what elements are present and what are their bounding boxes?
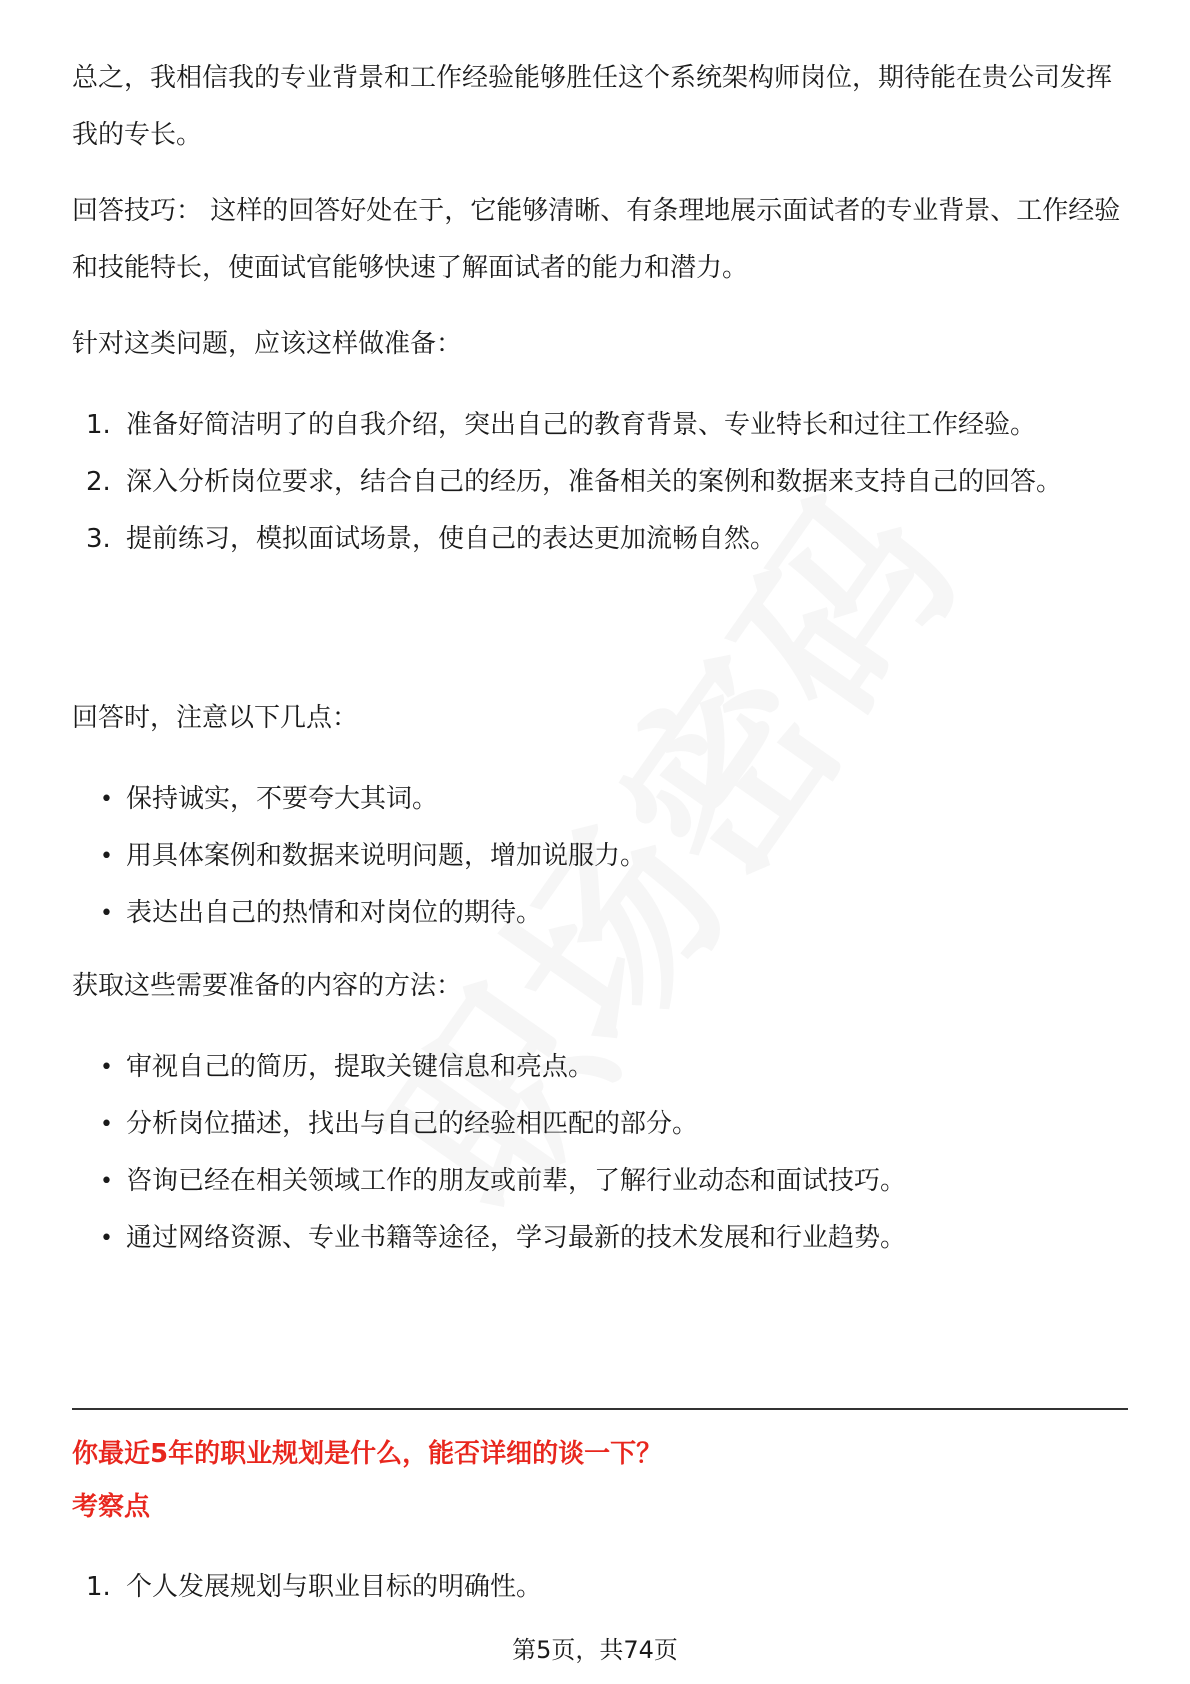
question-subheading: 考察点: [72, 1492, 151, 1522]
list-item-text: 分析岗位描述，找出与自己的经验相匹配的部分。: [126, 1109, 699, 1139]
list-item: [72, 1096, 1128, 1153]
list-item-text: 审视自己的简历，提取关键信息和亮点。: [126, 1052, 595, 1082]
methods-intro-paragraph: 获取这些需要准备的内容的方法：: [72, 971, 463, 1001]
question-points-list: [72, 1559, 1128, 1616]
list-item: [72, 885, 1128, 942]
list-item-text: 表达出自己的热情和对岗位的期待。: [126, 898, 543, 928]
bullet-icon: •: [100, 787, 113, 812]
prep-intro-paragraph: 针对这类问题，应该这样做准备：: [72, 329, 463, 359]
answer-tips-paragraph: 回答技巧： 这样的回答好处在于，它能够清晰、有条理地展示面试者的专业背景、工作经验和技能特长，使面试官能够快速了解面试者的能力和潜力。: [72, 196, 1121, 283]
list-item: [72, 1559, 1128, 1616]
methods-list: [72, 1039, 1128, 1267]
conclusion-paragraph: 总之，我相信我的专业背景和工作经验能够胜任这个系统架构师岗位，期待能在贵公司发挥我的专长。: [72, 63, 1113, 150]
list-item: [72, 771, 1128, 828]
bullet-icon: •: [100, 901, 113, 926]
bullet-icon: •: [100, 844, 113, 869]
list-item-text: 用具体案例和数据来说明问题，增加说服力。: [126, 841, 647, 871]
attention-intro-paragraph: 回答时，注意以下几点：: [72, 703, 359, 733]
attention-list: [72, 771, 1128, 942]
list-number: 1.: [86, 410, 111, 440]
list-number: 1.: [86, 1572, 111, 1602]
bullet-icon: •: [100, 1055, 113, 1080]
list-number: 2.: [86, 467, 111, 497]
bullet-icon: •: [100, 1169, 113, 1194]
prep-list: [72, 397, 1128, 568]
list-number: 3.: [86, 524, 111, 554]
list-item: [72, 1210, 1128, 1267]
bullet-icon: •: [100, 1226, 113, 1251]
page-footer: 第5页，共74页: [512, 1636, 678, 1664]
question-title: 你最近5年的职业规划是什么，能否详细的谈一下？: [72, 1439, 663, 1469]
list-item-text: 保持诚实，不要夸大其词。: [126, 784, 439, 814]
list-item-text: 个人发展规划与职业目标的明确性。: [126, 1572, 543, 1602]
list-item-text: 准备好简洁明了的自我介绍，突出自己的教育背景、专业特长和过往工作经验。: [126, 410, 1037, 440]
list-item-text: 深入分析岗位要求，结合自己的经历，准备相关的案例和数据来支持自己的回答。: [126, 467, 1063, 497]
list-item: [72, 828, 1128, 885]
bullet-icon: •: [100, 1112, 113, 1137]
list-item-text: 咨询已经在相关领域工作的朋友或前辈，了解行业动态和面试技巧。: [126, 1166, 907, 1196]
list-item: [72, 454, 1128, 511]
list-item: [72, 1153, 1128, 1210]
list-item-text: 通过网络资源、专业书籍等途径，学习最新的技术发展和行业趋势。: [126, 1223, 907, 1253]
list-item: [72, 397, 1128, 454]
section-divider: [72, 1408, 1128, 1410]
list-item: [72, 1039, 1128, 1096]
list-item: [72, 511, 1128, 568]
list-item-text: 提前练习，模拟面试场景，使自己的表达更加流畅自然。: [126, 524, 777, 554]
